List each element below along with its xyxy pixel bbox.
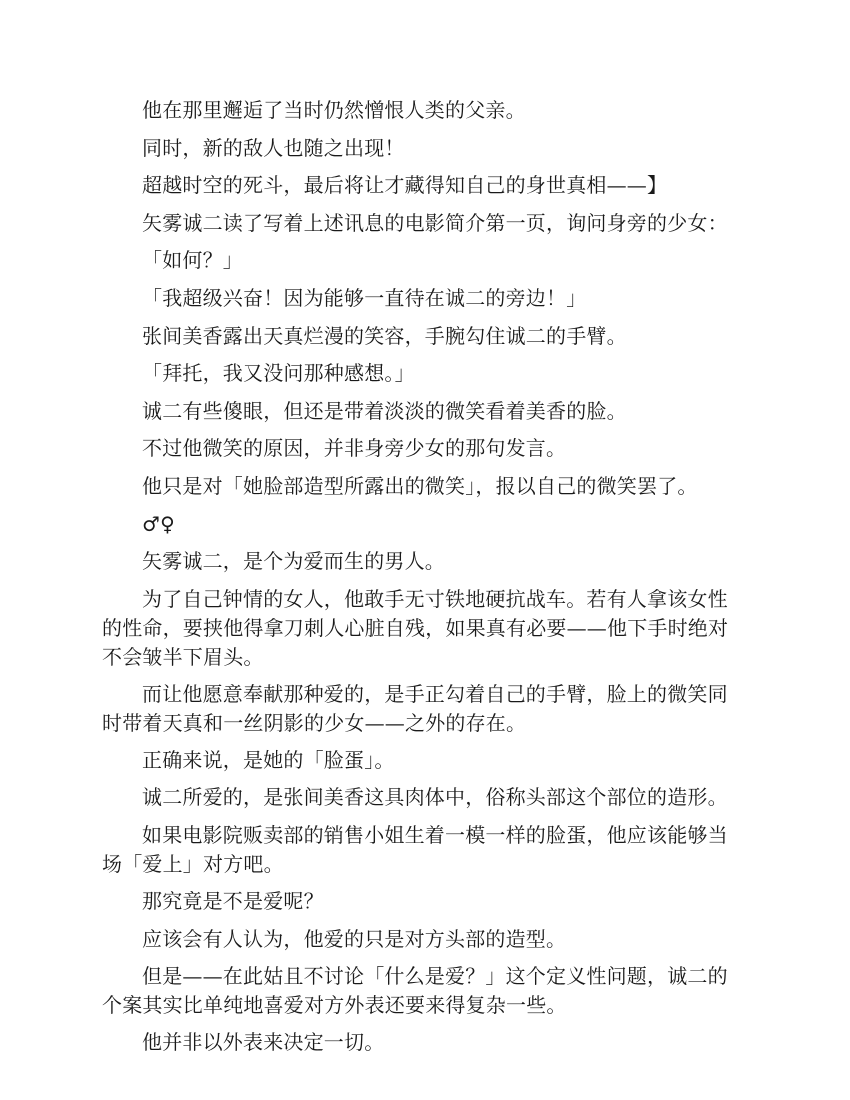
dialogue-line: 「拜托，我又没问那种感想。」	[142, 361, 415, 386]
paragraph: 正确来说，是她的「脸蛋」。	[142, 747, 395, 772]
document-page	[102, 96, 744, 1066]
paragraph: 而让他愿意奉献那种爱的，是手正勾着自己的手臂，脸上的微笑同时带着天真和一丝阴影的少女——之外的存在。	[102, 681, 728, 735]
paragraph: 同时，新的敌人也随之出现！	[142, 135, 405, 160]
paragraph: 矢雾诚二读了写着上述讯息的电影简介第一页，询问身旁的少女：	[142, 210, 728, 235]
paragraph: 他只是对「她脸部造型所露出的微笑」，报以自己的微笑罢了。	[142, 473, 698, 498]
paragraph: 超越时空的死斗，最后将让才藏得知自己的身世真相——】	[142, 173, 668, 198]
paragraph: 如果电影院贩卖部的销售小姐生着一模一样的脸蛋，他应该能够当场「爱上」对方吧。	[102, 822, 728, 876]
paragraph: 张间美香露出天真烂漫的笑容，手腕勾住诚二的手臂。	[142, 323, 627, 348]
paragraph: 矢雾诚二，是个为爱而生的男人。	[142, 549, 445, 574]
paragraph: 为了自己钟情的女人，他敢手无寸铁地硬抗战车。若有人拿该女性的性命，要挟他得拿刀刺人心脏自残，如果真有必要——他下手时绝对不会皱半下眉头。	[102, 586, 729, 669]
dialogue-line: 「我超级兴奋！因为能够一直待在诚二的旁边！」	[142, 285, 587, 310]
paragraph: 诚二所爱的，是张间美香这具肉体中，俗称头部这个部位的造形。	[142, 785, 728, 810]
paragraph: 但是——在此姑且不讨论「什么是爱？」这个定义性问题，诚二的个案其实比单纯地喜爱对方外表还要来得复杂一些。	[102, 964, 728, 1018]
paragraph: 他在那里邂逅了当时仍然憎恨人类的父亲。	[142, 98, 526, 122]
dialogue-line: 「如何？」	[142, 248, 243, 273]
paragraph: 那究竟是不是爱呢？	[142, 888, 324, 913]
paragraph: 他并非以外表来决定一切。	[142, 1030, 385, 1055]
section-divider: ♂♀	[142, 511, 175, 536]
paragraph: 不过他微笑的原因，并非身旁少女的那句发言。	[142, 436, 567, 461]
paragraph: 诚二有些傻眼，但还是带着淡淡的微笑看着美香的脸。	[142, 398, 627, 423]
paragraph: 应该会有人认为，他爱的只是对方头部的造型。	[142, 926, 567, 951]
